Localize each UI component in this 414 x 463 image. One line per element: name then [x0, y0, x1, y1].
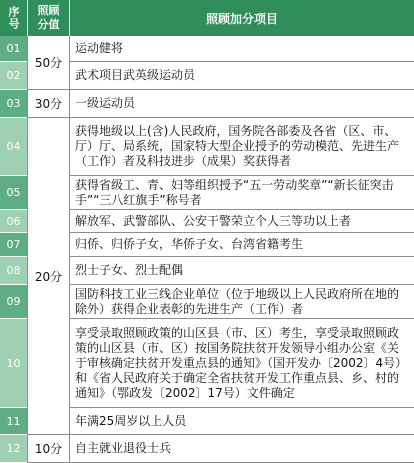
row-number: 10 — [0, 319, 27, 408]
row-number: 03 — [0, 90, 27, 118]
row-item: 武术项目武英级运动员 — [69, 62, 414, 90]
header-points: 照顾分值 — [27, 0, 69, 36]
row-item: 获得地级以上(含)人民政府，国务院各部委及各省（区、市、厅）厅、局系统，国家特大型企业授予的劳动模范、先进生产（工作）者及科技进步（成果）奖获得者 — [69, 118, 414, 176]
header-seq: 序号 — [7, 6, 20, 30]
row-number: 06 — [0, 210, 27, 233]
row-number: 04 — [0, 118, 27, 176]
row-item: 国防科技工业三线企业单位（位于地级以上人民政府所在地的除外）获得企业表彰的先进生产（工作）者 — [69, 285, 414, 319]
row-item: 享受录取照顾政策的山区县（市、区）考生，享受录取照顾政策的山区县（市、区）按国务院扶贫开发领导小组办公室《关于审核确定扶贫开发重点县的通知》（国开发办〔2002〕4号）和《省人民政府关于确定全省扶贫开发工作重点县、乡、村的通知》（鄂政发〔2002〕17号）文件确定 — [69, 319, 414, 408]
row-number: 12 — [0, 435, 27, 463]
row-number: 01 — [0, 36, 27, 62]
row-number: 05 — [0, 176, 27, 210]
points-cell: 30分 — [27, 90, 69, 118]
points-cell: 20分 — [27, 118, 69, 435]
row-item: 自主就业退役士兵 — [69, 435, 414, 463]
points-cell: 50分 — [27, 36, 69, 90]
row-item: 一级运动员 — [69, 90, 414, 118]
row-item: 烈士子女、烈士配偶 — [69, 257, 414, 285]
row-item: 解放军、武警部队、公安干警荣立个人三等功以上者 — [69, 210, 414, 233]
row-item: 获得省级工、青、妇等组织授予“五一劳动奖章”“新长征突击手”“三八红旗手”称号者 — [69, 176, 414, 210]
row-number: 08 — [0, 257, 27, 285]
row-item: 运动健将 — [69, 36, 414, 62]
row-item: 归侨、归侨子女，华侨子女、台湾省籍考生 — [69, 233, 414, 257]
points-cell: 10分 — [27, 435, 69, 463]
row-item: 年满25周岁以上人员 — [69, 408, 414, 435]
row-number: 09 — [0, 285, 27, 319]
row-number: 02 — [0, 62, 27, 90]
row-number: 07 — [0, 233, 27, 257]
table-header — [0, 0, 414, 36]
header-items: 照顾加分项目 — [69, 0, 414, 36]
row-number: 11 — [0, 408, 27, 435]
